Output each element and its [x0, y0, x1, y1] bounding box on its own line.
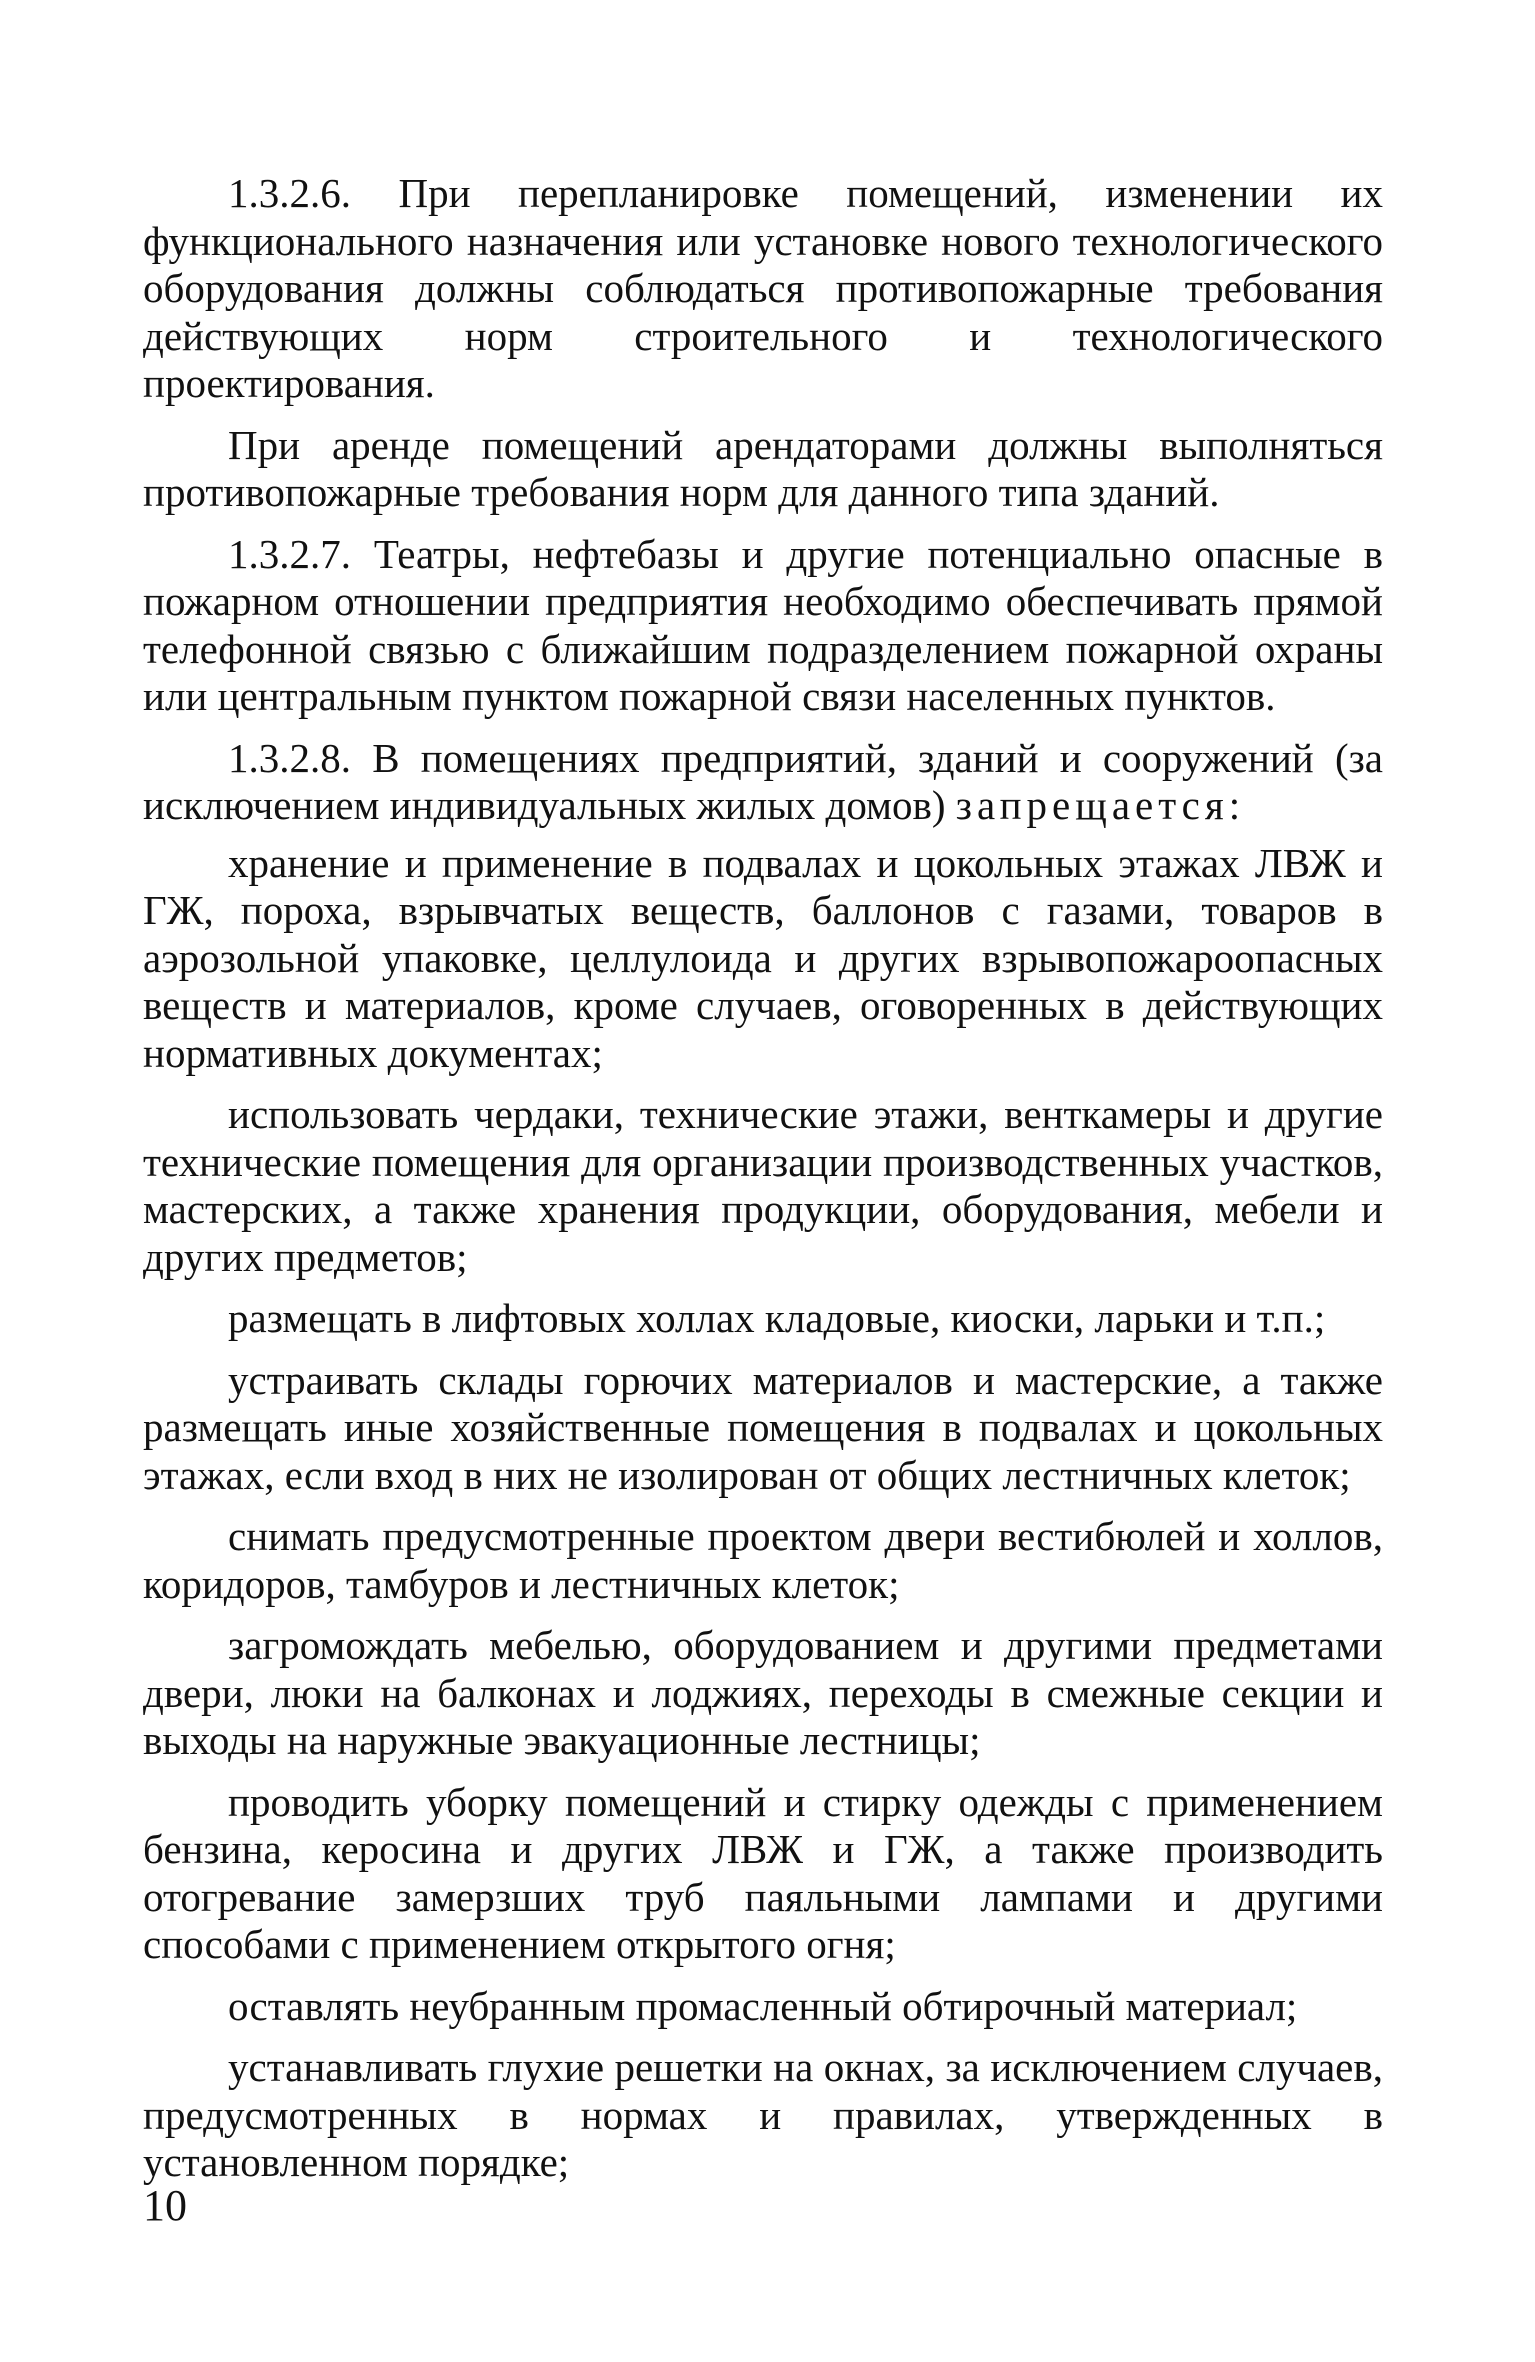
- prohibition-item: устанавливать глухие решетки на окнах, за исключением случаев, предусмотренных в нормах и правилах, утвержденных в установленном порядке;: [143, 2044, 1383, 2185]
- prohibition-item: использовать чердаки, технические этажи, венткамеры и другие технические помещения для организации производственных участков, мастерских, а также хранения продукции, оборудования, мебели и других предметов;: [143, 1091, 1383, 1280]
- paragraph-1-3-2-7: 1.3.2.7. Театры, нефтебазы и другие потенциально опасные в пожарном отношении предприятия необходимо обеспечивать прямой телефонной связью с ближайшим подразделением пожарной охраны или центральным пунктом пожарной связи населенных пунктов.: [143, 530, 1383, 719]
- page-number: 10: [143, 2181, 187, 2230]
- prohibition-item: хранение и применение в подвалах и цокольных этажах ЛВЖ и ГЖ, пороха, взрывчатых веществ, баллонов с газами, товаров в аэрозольной упаковке, целлулоида и других взрывопожароопасных веществ и материалов, кроме случаев, оговоренных в действующих нормативных документах;: [143, 839, 1383, 1076]
- paragraph-1-3-2-6: 1.3.2.6. При перепланировке помещений, изменении их функционального назначения или установке нового технологического оборудования должны соблюдаться противопожарные требования действующих норм строительного и технологического проектирования.: [143, 170, 1383, 406]
- prohibition-item: размещать в лифтовых холлах кладовые, киоски, ларьки и т.п.;: [228, 1295, 1326, 1341]
- prohibited-label: запрещается:: [955, 782, 1246, 828]
- document-page: [143, 170, 1383, 2201]
- prohibition-item: оставлять неубранным промасленный обтирочный материал;: [228, 1982, 1298, 2029]
- paragraph-rental: При аренде помещений арендаторами должны выполняться противопожарные требования норм для данного типа зданий.: [143, 421, 1383, 515]
- paragraph-1-3-2-8-text: 1.3.2.8. В помещениях предприятий, зданий и сооружений (за исключением индивидуальных жилых домов): [143, 734, 1383, 828]
- prohibition-item: снимать предусмотренные проектом двери вестибюлей и холлов, коридоров, тамбуров и лестничных клеток;: [143, 1513, 1383, 1607]
- paragraph-1-3-2-8: [143, 735, 1383, 830]
- prohibition-item: проводить уборку помещений и стирку одежды с применением бензина, керосина и других ЛВЖ и ГЖ, а также производить отогревание замерзших труб паяльными лампами и другими способами с применением открытого огня;: [143, 1778, 1383, 1967]
- prohibition-item: загромождать мебелью, оборудованием и другими предметами двери, люки на балконах и лоджиях, переходы в смежные секции и выходы на наружные эвакуационные лестницы;: [143, 1622, 1383, 1763]
- prohibition-item: устраивать склады горючих материалов и мастерские, а также размещать иные хозяйственные помещения в подвалах и цокольных этажах, если вход в них не изолирован от общих лестничных клеток;: [143, 1356, 1383, 1498]
